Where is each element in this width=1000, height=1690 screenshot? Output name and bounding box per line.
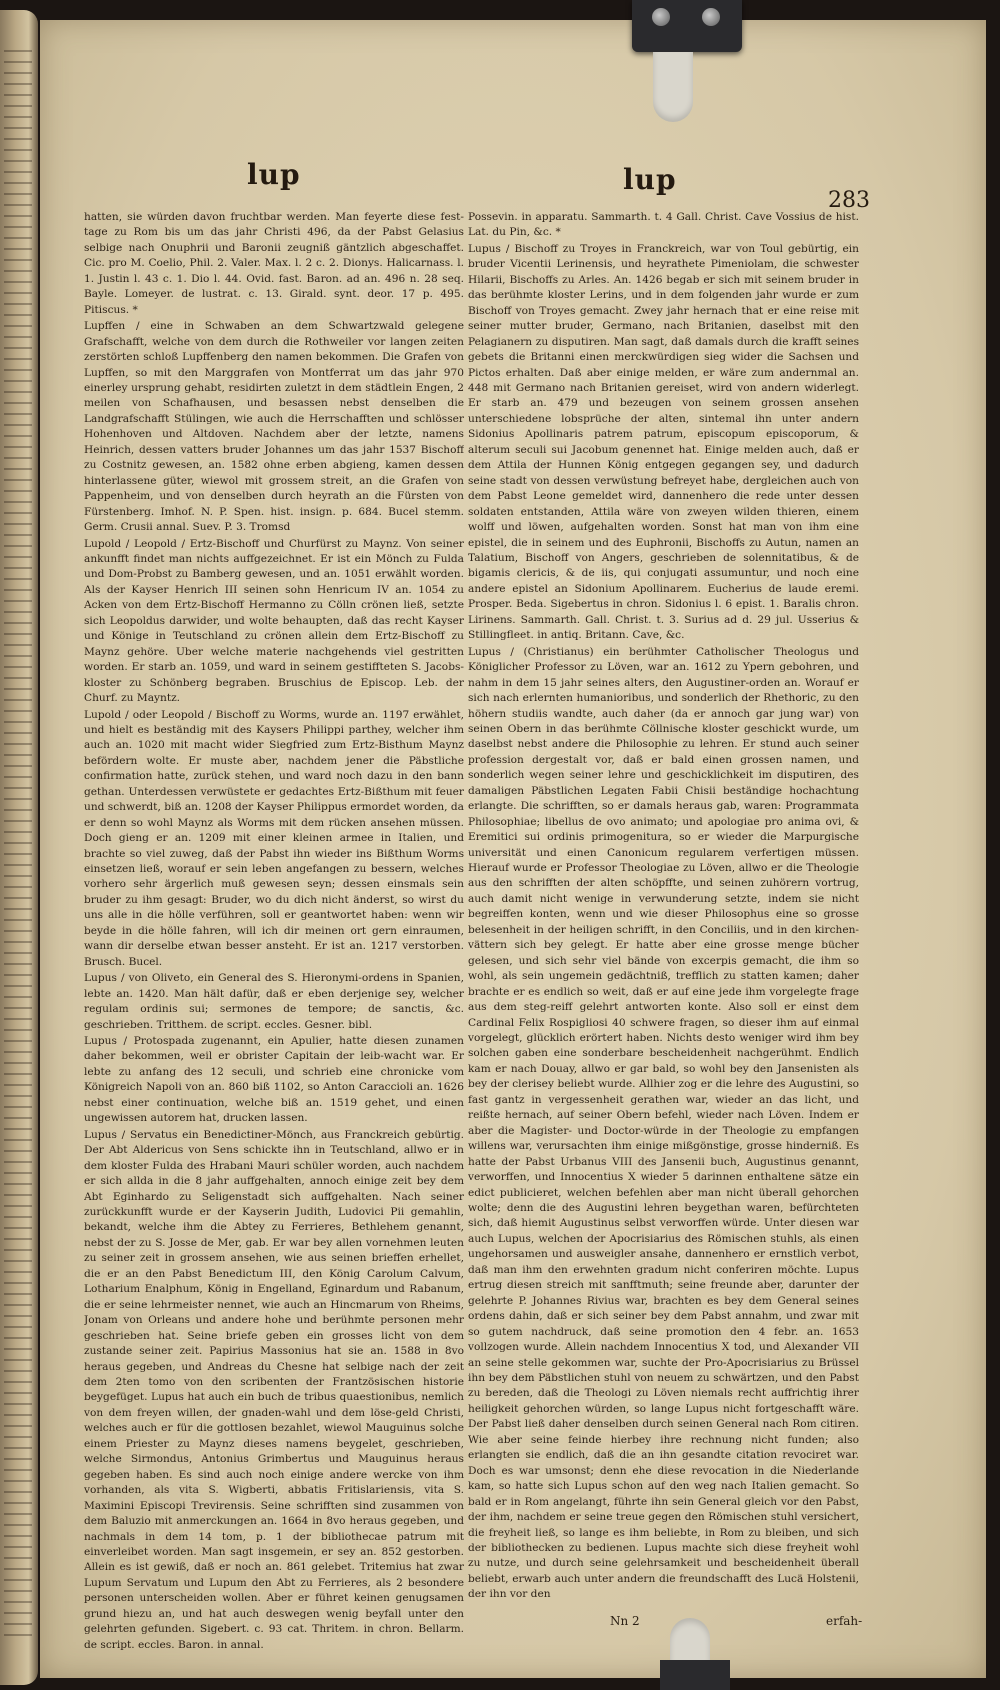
book-clamp-top — [632, 0, 742, 52]
right-column — [468, 210, 859, 1610]
screw-icon — [652, 8, 670, 26]
left-page-edge — [0, 10, 38, 1685]
right-running-head: lup — [623, 163, 677, 196]
entry-paragraph: Lupold / oder Leopold / Bischoff zu Worms, wurde an. 1197 erwählet, und hielt es beständig mit des Kaysers Philippi parthey, welcher ihm auch an. 1020 mit macht wider Siegfried zum Ertz-Bisthum Maynz befördern wolte. Er muste aber, nachdem jener die Päbstliche confirmation hatte, zurück stehen, und ward noch dazu in den bann gethan. Unterdessen verwüstete er gedachtes Ertz-Bißthum mit feuer und schwerdt, biß an. 1208 der Kayser Philippus ermordet worden, da er denn so wohl Maynz als Worms mit dem rücken ansehen müssen. Doch gieng er an. 1209 mit einer kleinen armee in Italien, und brachte so viel zuweg, daß der Pabst ihn wieder ins Bißthum Worms einsetzen ließ, worauf er sein leben angefangen zu bessern, welches vorhero sehr ärgerlich muß gewesen seyn; dessen einsmals sein bruder zu ihm gesagt: Bruder, wo du dich nicht änderst, so wirst du uns alle in die hölle verführen, soll er geantwortet haben: wenn wir beyde in die hölle fahren, will ich dir meinen ort gern einraumen, wann dir derselbe etwan besser ansteht. Er ist an. 1217 verstorben. Brusch. Bucel. — [84, 708, 464, 968]
entry-paragraph: Lupold / Leopold / Ertz-Bischoff und Churfürst zu Maynz. Von seiner ankunfft findet man nichts auffgezeichnet. Er ist ein Mönch zu Fulda und Dom-Probst zu Bamberg gewesen, und an. 1051 erwählt worden. Als der Kayser Henrich III seinen sohn Henricum IV an. 1054 zu Acken von dem Ertz-Bischoff Hermanno zu Cölln crönen ließ, setzte sich Leopoldus darwider, und wolte behaupten, daß das recht Kayser und Könige in Teutschland zu crönen allein dem Ertz-Bischoff zu Maynz gehöre. Uber welche materie nachgehends viel gestritten worden. Er starb an. 1059, und ward in seinem gestiffteten S. Jacobs-kloster zu Schönberg begraben. Bruschius de Episcop. Leb. der Churf. zu Mayntz. — [84, 537, 464, 705]
entry-paragraph: Possevin. in apparatu. Sammarth. t. 4 Gall. Christ. Cave Vossius de hist. Lat. du Pin, &c. * — [468, 211, 859, 239]
entry-paragraph: Lupus / Protospada zugenannt, ein Apulier, hatte diesen zunamen daher bekommen, weil er obrister Capitain der leib-wacht war. Er lebte zu anfang des 12 seculi, und schrieb eine chronicke vom Königreich Napoli von an. 860 biß 1102, so Anton Caraccioli an. 1626 nebst einer continuation, welche biß an. 1519 gehet, und einen ungewissen autorem hat, drucken lassen. — [84, 1035, 464, 1125]
entry-paragraph: Lupus / Bischoff zu Troyes in Franckreich, war von Toul gebürtig, ein bruder Vicentii Lerinensis, und heyrathete Pimeniolam, die schwester Hilarii, Bischoffs zu Arles. An. 1426 begab er sich mit seinem bruder in das berühmte kloster Lerins, und in dem folgenden jahr wurde er zum Bischoff von Troyes gemacht. Zwey jahr hernach that er eine reise mit seiner mutter bruder, Germano, nach Britanien, daselbst mit den Pelagianern zu disputiren. Man sagt, daß damals durch die krafft seines gebets die Britanni einen merckwürdigen sieg wider die Sachsen und Pictos erhalten. Daß aber einige melden, er wäre zum andernmal an. 448 mit Germano nach Britanien gereiset, wird von andern widerlegt. Er starb an. 479 und bezeugen von seinem grossen ansehen unterschiedene lobsprüche der alten, sintemal ihn unter andern Sidonius Apollinaris patrem patrum, episcopum episcoporum, & alterum seculi sui Jacobum genennet hat. Einige melden auch, daß er dem Attila der Hunnen König entgegen gegangen sey, und dadurch seine stadt von dessen verwüstung befreyet habe, dergleichen auch von dem Pabst Leone gemeldet wird, dannenhero die rede unter dessen soldaten entstanden, Attila wäre von zweyen wilden thieren, einem wolff und löwen, aufgehalten worden. Sonst hat man von ihm eine epistel, die in seinem und des Euphronii, Bischoffs zu Autun, namen an Talatium, Bischoff von Angers, geschrieben de solennitatibus, & de bigamis clericis, & de iis, qui conjugati assumuntur, und noch eine andere epistel an Sidonium Apollinarem. Eucherius de laude eremi. Prosper. Beda. Sigebertus in chron. Sidonius l. 6 epist. 1. Baralis chron. Lirinens. Sammarth. Gall. Christ. t. 3. Surius ad d. 29 jul. Usserius & Stillingfleet. in antiq. Britann. Cave, &c. — [468, 242, 859, 642]
left-page-text-edge — [4, 50, 32, 1645]
entry-paragraph: hatten, sie würden davon fruchtbar werden. Man feyerte diese fest-tage zu Rom bis um das jahr Christi 496, da der Pabst Gelasius selbige nach Onuphrii und Baronii zeugniß gäntzlich abgeschaffet. Cic. pro M. Coelio, Phil. 2. Valer. Max. l. 2 c. 2. Dionys. Halicarnass. l. 1. Justin l. 43 c. 1. Dio l. 44. Ovid. fast. Baron. ad an. 496 n. 28 seq. Bayle. Lomeyer. de lustrat. c. 13. Girald. synt. deor. 17 p. 495. Pitiscus. * — [84, 211, 464, 316]
page-number: 283 — [828, 188, 870, 213]
entry-paragraph: Lupus / von Oliveto, ein General des S. Hieronymi-ordens in Spanien, lebte an. 1420. Man hält dafür, daß er eben derjenige sey, welcher regulam ordinis sui; sermones de tempore; de sanctis, &c. geschrieben. Tritthem. de script. eccles. Gesner. bibl. — [84, 972, 464, 1031]
entry-paragraph: Lupus / Servatus ein Benedictiner-Mönch, aus Franckreich gebürtig. Der Abt Aldericus von Sens schickte ihn in Teutschland, allwo er in dem kloster Fulda des Hrabani Mauri schüler worden, auch nachdem er sich allda in die 8 jahr auffgehalten, annoch einige zeit bey dem Abt Eginhardo zu Seligenstadt sich auffgehalten. Nach seiner zurückkunfft wurde er der Kayserin Judith, Ludovici Pii gemahlin, bekandt, welche ihm die Abtey zu Ferrieres, Bethlehem genannt, nebst der zu S. Josse de Mer, gab. Er war bey allen vornehmen leuten zu seiner zeit in grossem ansehen, wie aus seinen brieffen erhellet, die er an den Pabst Benedictum III, den König Carolum Calvum, Lotharium Enalphum, König in Engelland, Eginardum und Rabanum, die er seine lehrmeister nennet, wie auch an Hincmarum von Rheims, Jonam von Orleans und andere hohe und berühmte personen mehr geschrieben hat. Seine briefe geben ein grosses licht von dem zustande seiner zeit. Papirius Massonius hat sie an. 1588 in 8vo heraus gegeben, und Andreas du Chesne hat selbige nach der zeit dem 2ten tomo von den scribenten der Frantzösischen historie beygefüget. Lupus hat auch ein buch de tribus quaestionibus, nemlich von dem freyen willen, der gnaden-wahl und dem löse-geld Christi, welches auch er für die gottlosen bezahlet, wiewol Mauguinus solche einem Priester zu Maynz dieses namens beygelet, geschrieben, welche Sirmondus, Antonius Grimbertus und Mauguinus heraus gegeben haben. Es sind auch noch einige andere wercke von ihm vorhanden, als vita S. Wigberti, abbatis Fritislariensis, vita S. Maximini Episcopi Trevirensis. Seine schrifften sind zusammen von dem Baluzio mit anmerckungen an. 1664 in 8vo heraus gegeben, und nachmals in dem 14 tom, p. 1 der bibliothecae patrum mit einverleibet worden. Man sagt insgemein, er sey an. 852 gestorben. Allein es ist gewiß, daß er noch an. 861 gelebet. Tritemius hat zwar Lupum Servatum und Lupum den Abt zu Ferrieres, als 2 besondere personen unterscheiden wollen. Aber er führet keinen genugsamen grund hiezu an, und hat auch deswegen wenig beyfall unter den gelehrten gefunden. Sigebert. c. 93 cat. Thritem. in chron. Bellarm. de script. eccles. Baron. in annal. — [84, 1128, 464, 1651]
book-clamp-bottom — [660, 1660, 730, 1690]
page-holder-tab-top — [653, 52, 693, 122]
left-column — [84, 210, 464, 1660]
entry-paragraph: Lupffen / eine in Schwaben an dem Schwartzwald gelegene Grafschafft, welche von dem durch die Rothweiler vor langen zeiten zerstörten schloß Lupffenberg den namen bekommen. Die Grafen von Lupffen, so mit den Marggrafen von Montferrat um das jahr 970 einerley ursprung gehabt, residirten zuletzt in dem städtlein Engen, 2 meilen von Schafhausen, und besassen nebst denselben die Landgrafschafft Stülingen, wie auch die Herrschafften und schlösser Hohenhoven und Altdoven. Nachdem aber der letzte, namens Heinrich, dessen vatters bruder Johannes um das jahr 1537 Bischoff zu Costnitz gewesen, an. 1582 ohne erben abgieng, kamen dessen hinterlassene güter, wiewol mit grossem streit, an die Grafen von Pappenheim, und von denselben durch heyrath an die Fürsten von Fürstenberg. Imhof. N. P. Spen. hist. insign. p. 684. Bucel stemm. Germ. Crusii annal. Suev. P. 3. Tromsd — [84, 320, 464, 534]
catchword: erfah- — [826, 1614, 863, 1628]
entry-paragraph: Lupus / (Christianus) ein berühmter Catholischer Theologus und Königlicher Professor zu Löven, war an. 1612 zu Ypern gebohren, und nahm in dem 15 jahr seines alters, den Augustiner-orden an. Worauf er sich nach erlernten humanioribus, und sonderlich der Rhethoric, zu den höhern studiis wandte, auch daher (da er annoch gar jung war) von seinen Obern in das berühmte Cöllnische kloster geschickt wurde, um daselbst nebst andere die Philosophie zu lehren. Er stund auch seiner profession dergestalt vor, daß er bald einen grossen namen, und sonderlich wegen seiner lehre und geschicklichkeit im disputiren, des damaligen Päbstlichen Legaten Fabii Chisii beständige hochachtung erlangte. Die schrifften, so er damals heraus gab, waren: Programmata Philosophiae; libellus de ovo animato; und apologiae pro anima ovi, & Eremitici sui ordinis primogenitura, so er wieder die Marpurgische universität und einen Canonicum regularem verfertigen müssen. Hierauf wurde er Professor Theologiae zu Löven, allwo er die Theologie aus den schrifften der alten schöpffte, und seinen zuhörern vortrug, auch damit nicht wenige in verwunderung setzte, indem sie nicht begreiffen konten, wenn und wie dieser Philosophus eine so grosse belesenheit in der heiligen schrifft, in den Conciliis, und in den kirchen-vättern sich bey gelegt. Er hatte aber eine grosse menge bücher gelesen, und sich sehr viel bände von excerpis gemacht, die ihm so wohl, als sein ungemein gedächtniß, trefflich zu statten kamen; daher brachte er es endlich so weit, daß er auf eine jede ihm vorgelegte frage aus dem steg-reiff gelehrt antworten konte. Also soll er einst dem Cardinal Felix Rospigliosi 40 schwere fragen, so dieser ihm auf einmal vorgelegt, glücklich erörtert haben. Nichts desto weniger wird ihm bey solchen gaben eine sonderbare bescheidenheit nachgerühmt. Endlich kam er nach Douay, allwo er gar bald, so wohl bey den Jansenisten als bey der clerisey beliebt wurde. Allhier zog er die lehre des Augustini, so fast gantz in vergessenheit gerathen war, wieder an das licht, und reißte hernach, auf seiner Obern befehl, wieder nach Löven. Indem er aber die Magister- und Doctor-würde in der Theologie zu empfangen willens war, verursachten ihm einige mißgönstige, grosse hinderniß. Es hatte der Pabst Urbanus VIII des Jansenii buch, Augustinus genannt, verworffen, und Innocentius X wieder 5 darinnen enthaltene sätze ein edict publicieret, welchen befehlen aber man nicht überall gehorchen wolte; denn die des Augustini lehren beygethan waren, befürchteten sich, daß hiemit Augustinus selbst verworffen würde. Unter diesen war auch Lupus, welchen der Apocrisiarius des Römischen stuhls, als einen ungehorsamen und ausweigler ansahe, dannenhero er ernstlich verbot, daß man ihm den erwehnten gradum nicht conferiren möchte. Lupus ertrug diesen streich mit sanfftmuth; seine freunde aber, darunter der gelehrte P. Johannes Rivius war, brachten es bey dem General seines ordens dahin, daß er sich seiner bey dem Pabst annahm, und zwar mit so gutem nachdruck, daß seine promotion den 4 febr. an. 1653 vollzogen wurde. Allein nachdem Innocentius X tod, und Alexander VII an seine stelle gekommen war, suchte der Pro-Apocrisiarius zu Brüssel ihn bey dem Päbstlichen stuhl von neuem zu schwärtzen, und den Pabst zu bereden, daß die Theologi zu Löven niemals recht auffrichtig ihrer heiligkeit gehorchen würden, so lange Lupus nicht fortgeschafft wäre. Der Pabst ließ daher denselben durch seinen General nach Rom citiren. Wie aber seine feinde hierbey ihre rechnung nicht funden; also erlangten sie endlich, daß die an ihn gesandte citation revociret war. Doch es war umsonst; denn ehe diese revocation in die Niederlande kam, so hatte sich Lupus schon auf den weg nach Italien gemacht. So bald er in Rom angelangt, führte ihn sein General gleich vor den Pabst, der ihm, nachdem er seine treue gegen den Römischen stuhl versichert, die freyheit ließ, so lange es ihm beliebte, in Rom zu bleiben, und sich der bibliothecken zu bedienen. Lupus machte sich diese freyheit wohl zu nutze, und durch seine gelehrsamkeit und bescheidenheit überall beliebt, erwarb auch unter andern die freundschafft des Lucä Holstenii, der ihn vor den — [468, 645, 859, 1601]
left-running-head: lup — [247, 158, 301, 191]
signature-mark: Nn 2 — [610, 1614, 640, 1628]
book-page — [40, 20, 986, 1678]
screw-icon — [702, 8, 720, 26]
